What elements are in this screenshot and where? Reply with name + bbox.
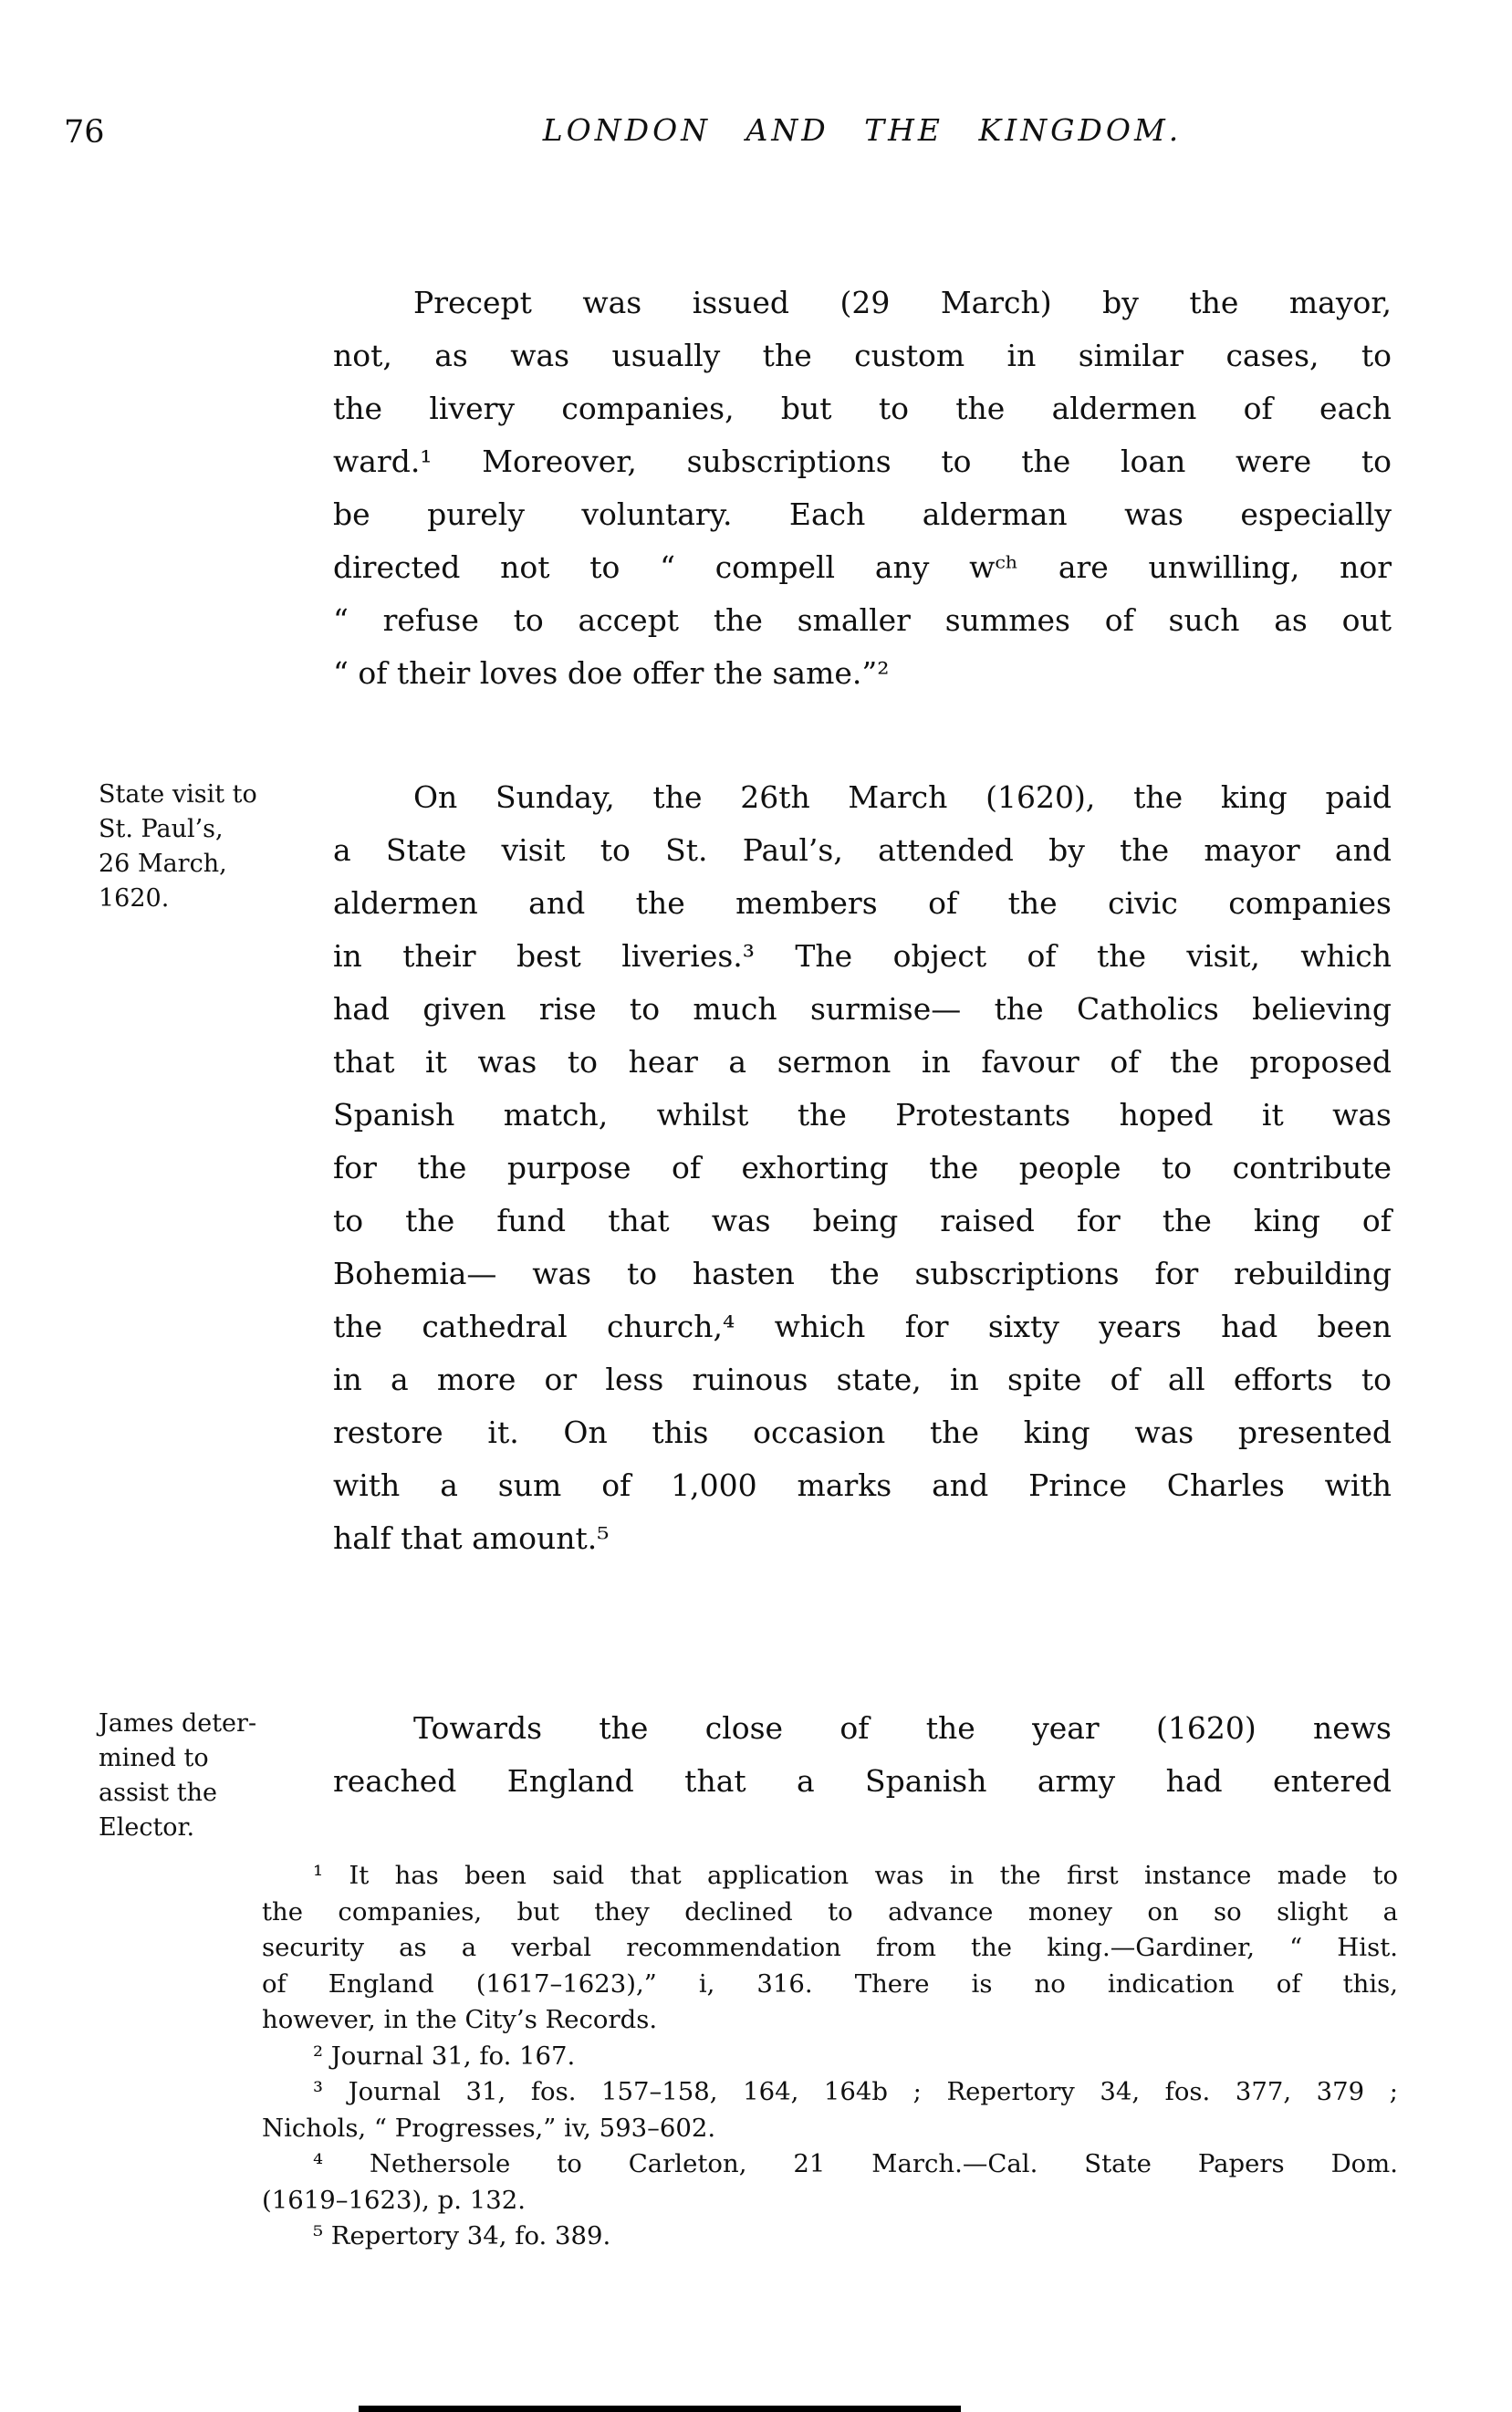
text-line: however, in the City’s Records. <box>262 2005 658 2034</box>
text-line: ⁵ Repertory 34, fo. 389. <box>313 2221 611 2250</box>
text-line: for the purpose of exhorting the people to contribute <box>333 1150 1392 1185</box>
margin-note-line: St. Paul’s, <box>99 815 224 843</box>
footnote-5 <box>262 2219 1398 2255</box>
text-line: in a more or less ruinous state, in spite of all efforts to <box>333 1362 1392 1397</box>
text-line: that it was to hear a sermon in favour of the proposed <box>333 1044 1392 1080</box>
text-line: ¹ It has been said that application was in the first instance made to <box>313 1861 1398 1890</box>
text-line: in their best liveries.³ The object of the visit, which <box>333 938 1392 974</box>
margin-note-line: State visit to <box>99 780 257 809</box>
margin-note-line: assist the <box>99 1779 217 1807</box>
text-line: directed not to “ compell any wᶜʰ are unwilling, nor <box>333 549 1392 585</box>
text-line: ⁴ Nethersole to Carleton, 21 March.—Cal. State Papers Dom. <box>313 2149 1398 2178</box>
text-line: aldermen and the members of the civic companies <box>333 885 1392 921</box>
text-line: Spanish match, whilst the Protestants hoped it was <box>333 1097 1392 1133</box>
text-line: “ of their loves doe offer the same.”² <box>333 655 890 691</box>
text-line: of England (1617–1623),” i, 316. There is no indication of this, <box>262 1968 1398 1999</box>
page-number: 76 <box>64 114 105 151</box>
text-line: had given rise to much surmise— the Catholics believing <box>333 991 1392 1027</box>
text-line: Precept was issued (29 March) by the mayor, <box>413 285 1392 320</box>
text-line: a State visit to St. Paul’s, attended by the mayor and <box>333 832 1392 868</box>
text-line: the cathedral church,⁴ which for sixty years had been <box>333 1309 1392 1344</box>
footnote-4 <box>262 2146 1398 2219</box>
footnotes <box>262 1858 1398 2255</box>
text-line: Bohemia— was to hasten the subscriptions for rebuilding <box>333 1256 1392 1291</box>
text-line: be purely voluntary. Each alderman was especially <box>333 496 1392 532</box>
text-line: with a sum of 1,000 marks and Prince Charles with <box>333 1467 1392 1503</box>
paragraph-3 <box>333 1702 1392 1808</box>
text-line: Towards the close of the year (1620) news <box>413 1710 1392 1746</box>
text-line: the livery companies, but to the aldermen of each <box>333 391 1392 426</box>
margin-note-line: 26 March, <box>99 850 227 878</box>
text-line: ward.¹ Moreover, subscriptions to the loan were to <box>333 444 1392 479</box>
text-line: the companies, but they declined to advance money on so slight a <box>262 1896 1398 1926</box>
margin-note-line: mined to <box>99 1744 209 1772</box>
text-line: ³ Journal 31, fos. 157–158, 164, 164b ; Repertory 34, fos. 377, 379 ; <box>313 2077 1398 2106</box>
margin-note-state-visit <box>99 778 334 916</box>
text-line: security as a verbal recommendation from the king.—Gardiner, “ Hist. <box>262 1933 1398 1962</box>
paragraph-2 <box>333 771 1392 1565</box>
text-line: “ refuse to accept the smaller summes of such as out <box>333 602 1392 638</box>
text-line: to the fund that was being raised for the king of <box>333 1203 1392 1238</box>
running-title: LONDON AND THE KINGDOM. <box>542 112 1183 148</box>
text-line: reached England that a Spanish army had entered <box>333 1763 1392 1799</box>
footnote-1 <box>262 1858 1398 2039</box>
footnote-3 <box>262 2074 1398 2146</box>
scan-artifact-bar <box>359 2406 961 2412</box>
footnote-2 <box>262 2039 1398 2075</box>
text-line: (1619–1623), p. 132. <box>262 2185 526 2215</box>
text-line: restore it. On this occasion the king was presented <box>333 1415 1392 1450</box>
text-line: On Sunday, the 26th March (1620), the king paid <box>413 779 1392 815</box>
margin-note-james-elector <box>99 1707 334 1845</box>
margin-note-line: Elector. <box>99 1813 195 1842</box>
margin-note-line: 1620. <box>99 884 170 913</box>
paragraph-1 <box>333 277 1392 700</box>
text-line: Nichols, “ Progresses,” iv, 593–602. <box>262 2113 716 2143</box>
text-line: half that amount.⁵ <box>333 1520 610 1556</box>
body-text <box>333 277 1392 1808</box>
text-line: not, as was usually the custom in similar cases, to <box>333 338 1392 373</box>
margin-note-line: James deter- <box>99 1709 257 1738</box>
text-line: ² Journal 31, fo. 167. <box>313 2041 576 2071</box>
